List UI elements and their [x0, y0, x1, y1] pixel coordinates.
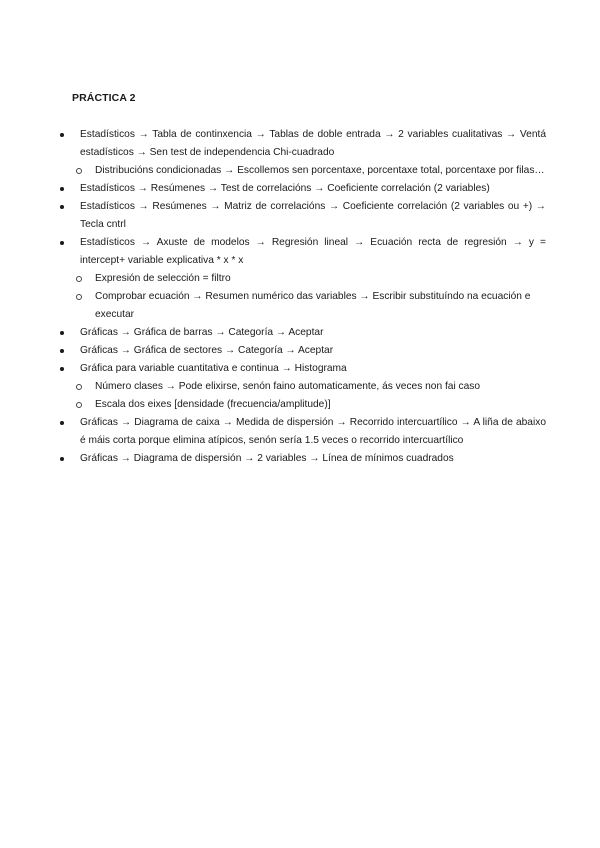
bullet-list	[60, 126, 546, 468]
list-item: Estadísticos → Resúmenes → Test de correlacións → Coeficiente correlación (2 variables)	[60, 180, 546, 198]
list-item: Estadísticos → Resúmenes → Matriz de correlacións → Coeficiente correlación (2 variables ou +) → Tecla cntrl	[60, 198, 546, 234]
sub-list-item: Número clases → Pode elixirse, senón faino automaticamente, ás veces non fai caso	[60, 378, 546, 396]
list-item: Gráficas → Diagrama de caixa → Medida de dispersión → Recorrido intercuartílico → A liña de abaixo é máis corta porque elimina atípicos, senón sería 1.5 veces o recorrido intercuartílico	[60, 414, 546, 450]
list-item: Gráfica para variable cuantitativa e continua → Histograma	[60, 360, 546, 378]
list-item: Gráficas → Gráfica de barras → Categoría → Aceptar	[60, 324, 546, 342]
list-item: Gráficas → Diagrama de dispersión → 2 variables → Línea de mínimos cuadrados	[60, 450, 546, 468]
list-item: Gráficas → Gráfica de sectores → Categoría → Aceptar	[60, 342, 546, 360]
list-item: Estadísticos → Axuste de modelos → Regresión lineal → Ecuación recta de regresión → y = intercept+ variable explicativa * x * x	[60, 234, 546, 270]
list-item: Estadísticos → Tabla de continxencia → Tablas de doble entrada → 2 variables cualitativas → Ventá estadísticos → Sen test de independencia Chi-cuadrado	[60, 126, 546, 162]
sub-list-item: Expresión de selección = filtro	[60, 270, 546, 288]
sub-list-item: Comprobar ecuación → Resumen numérico das variables → Escribir substituíndo na ecuación e executar	[60, 288, 546, 324]
sub-list-item: Escala dos eixes [densidade (frecuencia/amplitude)]	[60, 396, 546, 414]
page-title: PRÁCTICA 2	[72, 92, 136, 104]
sub-list-item: Distribucións condicionadas → Escollemos sen porcentaxe, porcentaxe total, porcentaxe por filas…	[60, 162, 546, 180]
